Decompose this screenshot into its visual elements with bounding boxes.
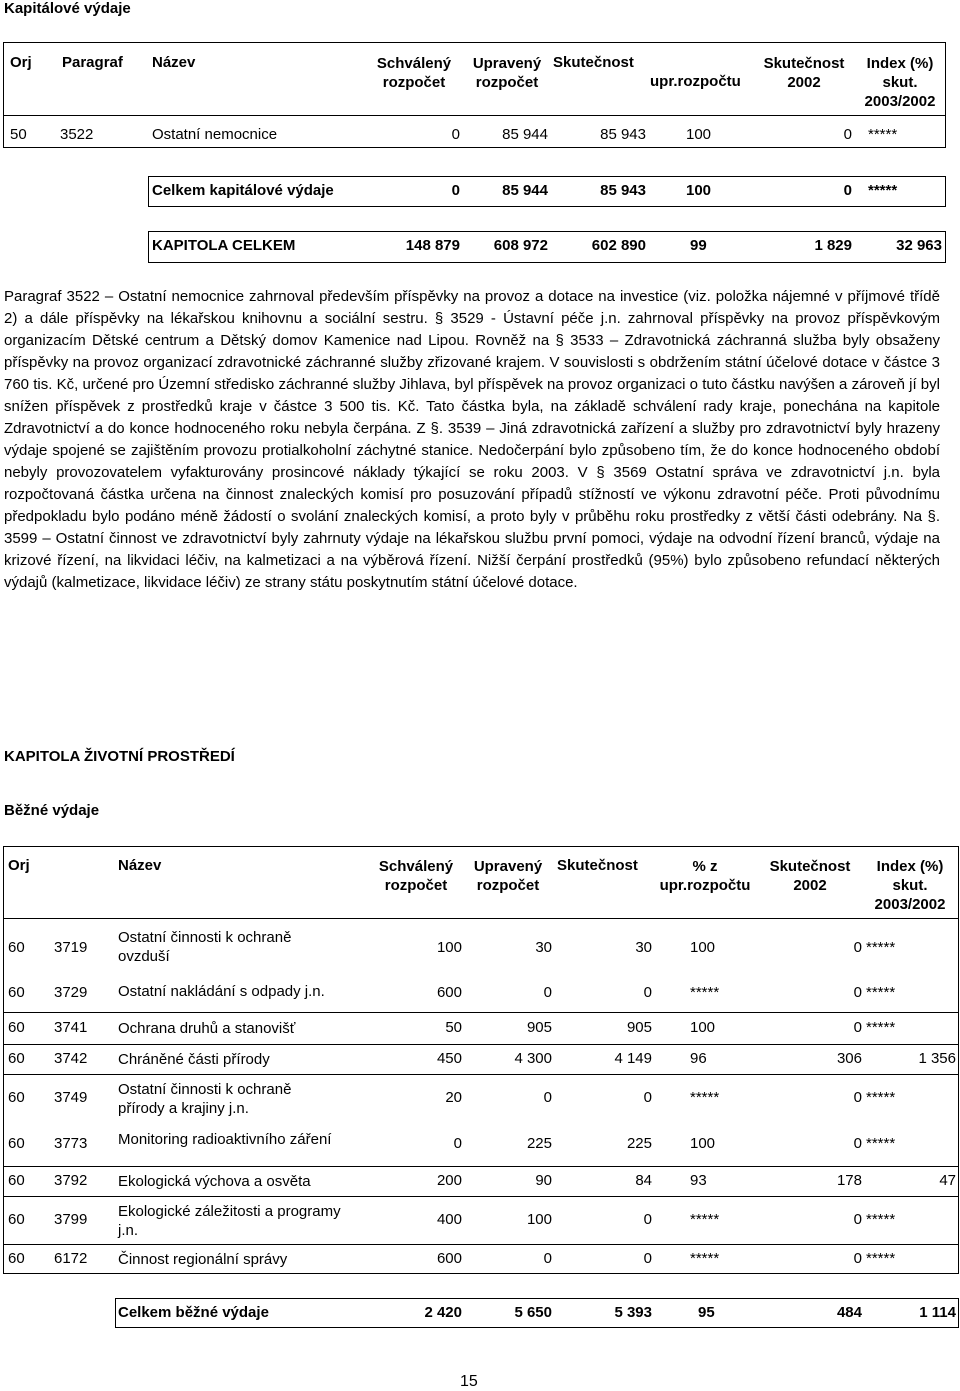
env-row-pct: 96 bbox=[690, 1050, 707, 1067]
cap-row-pct: 100 bbox=[686, 126, 712, 143]
env-row-pct: 100 bbox=[690, 1135, 716, 1152]
env-row-nazev bbox=[118, 1080, 291, 1118]
env-hdr-nazev: Název bbox=[118, 857, 162, 874]
env-row-line bbox=[3, 1012, 959, 1013]
cap-row-nazev: Ostatní nemocnice bbox=[152, 126, 278, 143]
env-row-schv: 100 bbox=[436, 939, 462, 956]
env-subtitle: Běžné výdaje bbox=[4, 802, 100, 819]
cap-hdr-orj: Orj bbox=[10, 54, 32, 71]
env-row-schv: 200 bbox=[436, 1172, 462, 1189]
env-total-top-line bbox=[115, 1298, 958, 1299]
env-title: KAPITOLA ŽIVOTNÍ PROSTŘEDÍ bbox=[4, 748, 235, 765]
cap-row-skut: 85 943 bbox=[600, 126, 646, 143]
env-total-pct: 95 bbox=[698, 1304, 715, 1321]
env-row-nazev-line: Chráněné části přírody bbox=[118, 1051, 270, 1068]
env-hdr-skut2002: Skutečnost 2002 bbox=[769, 858, 851, 894]
env-row-pct: ***** bbox=[690, 1250, 720, 1267]
env-row-par: 3792 bbox=[54, 1172, 88, 1189]
kap-total-s2002: 1 829 bbox=[814, 237, 852, 254]
env-row-par: 6172 bbox=[54, 1250, 88, 1267]
env-row-nazev-line: Činnost regionální správy bbox=[118, 1251, 288, 1268]
env-total-skut: 5 393 bbox=[614, 1304, 652, 1321]
cap-vline bbox=[945, 176, 946, 207]
env-row-orj: 60 bbox=[8, 1172, 25, 1189]
cap-row-par: 3522 bbox=[60, 126, 94, 143]
env-vline bbox=[115, 1298, 116, 1328]
env-row-s2002: 0 bbox=[853, 1250, 862, 1267]
env-row-skut: 0 bbox=[643, 1250, 652, 1267]
env-total-upr: 5 650 bbox=[514, 1304, 552, 1321]
env-row-skut: 84 bbox=[635, 1172, 652, 1189]
env-total-s2002: 484 bbox=[836, 1304, 862, 1321]
env-row-skut: 0 bbox=[643, 984, 652, 1001]
env-row-s2002: 0 bbox=[853, 1019, 862, 1036]
env-row-par: 3741 bbox=[54, 1019, 88, 1036]
env-row-nazev bbox=[118, 1050, 270, 1069]
cap-header-bottom-line bbox=[3, 115, 945, 116]
kap-total-pct: 99 bbox=[690, 237, 707, 254]
env-row-line bbox=[3, 1044, 959, 1045]
env-row-orj: 60 bbox=[8, 1250, 25, 1267]
env-row-orj: 60 bbox=[8, 1050, 25, 1067]
env-row-skut: 0 bbox=[643, 1089, 652, 1106]
env-vline bbox=[958, 1298, 959, 1328]
env-row-pct: 93 bbox=[690, 1172, 707, 1189]
env-row-nazev bbox=[118, 1172, 311, 1191]
env-row-schv: 600 bbox=[436, 984, 462, 1001]
env-row-par: 3742 bbox=[54, 1050, 88, 1067]
env-row-s2002: 0 bbox=[853, 1135, 862, 1152]
env-row-nazev-line: Ostatní nakládání s odpady j.n. bbox=[118, 983, 325, 1000]
env-row-nazev-line: Ekologická výchova a osvěta bbox=[118, 1173, 311, 1190]
env-row-nazev bbox=[118, 1202, 341, 1240]
env-row-nazev-line: Monitoring radioaktivního záření bbox=[118, 1131, 332, 1148]
env-row-nazev-line: Ostatní činnosti k ochraně bbox=[118, 1081, 292, 1098]
env-row-orj: 60 bbox=[8, 1089, 25, 1106]
env-row-pct: 100 bbox=[690, 1019, 716, 1036]
env-row-nazev bbox=[118, 1130, 331, 1149]
env-total-schv: 2 420 bbox=[424, 1304, 462, 1321]
kap-total-top-line bbox=[148, 231, 945, 232]
cap-vline bbox=[148, 176, 149, 207]
env-row-nazev bbox=[118, 982, 325, 1001]
cap-row-bottom-line bbox=[3, 147, 945, 148]
env-row-idx: 1 356 bbox=[918, 1050, 956, 1067]
cap-vline bbox=[3, 42, 4, 148]
env-row-idx: ***** bbox=[866, 939, 896, 956]
env-row-pct: ***** bbox=[690, 1211, 720, 1228]
kap-total-upr: 608 972 bbox=[493, 237, 548, 254]
env-row-upr: 90 bbox=[535, 1172, 552, 1189]
env-row-s2002: 0 bbox=[853, 984, 862, 1001]
env-row-orj: 60 bbox=[8, 1211, 25, 1228]
env-row-nazev-line: j.n. bbox=[118, 1222, 139, 1239]
env-row-orj: 60 bbox=[8, 1135, 25, 1152]
env-row-schv: 20 bbox=[445, 1089, 462, 1106]
kap-total-skut: 602 890 bbox=[591, 237, 646, 254]
env-row-schv: 450 bbox=[436, 1050, 462, 1067]
cap-total-top-line bbox=[148, 176, 945, 177]
env-row-s2002: 0 bbox=[853, 1211, 862, 1228]
env-row-upr: 0 bbox=[543, 1089, 552, 1106]
env-row-skut: 30 bbox=[635, 939, 652, 956]
env-row-nazev-line: přírody a krajiny j.n. bbox=[118, 1100, 249, 1117]
env-row-nazev bbox=[118, 928, 291, 966]
kap-total-idx: 32 963 bbox=[896, 237, 942, 254]
env-row-upr: 225 bbox=[526, 1135, 552, 1152]
env-hdr-upraveny: Upravený rozpočet bbox=[473, 858, 543, 894]
cap-hdr-schvaleny: Schválený rozpočet bbox=[376, 55, 452, 91]
env-row-upr: 100 bbox=[526, 1211, 552, 1228]
page-number: 15 bbox=[460, 1373, 478, 1390]
cap-total-skut: 85 943 bbox=[600, 182, 646, 199]
env-row-nazev-line: Ochrana druhů a stanovišť bbox=[118, 1020, 296, 1037]
env-row-s2002: 178 bbox=[836, 1172, 862, 1189]
env-row-nazev-line: Ekologické záležitosti a programy bbox=[118, 1203, 341, 1220]
env-row-idx: 47 bbox=[939, 1172, 956, 1189]
cap-total-schv: 0 bbox=[451, 182, 460, 199]
env-row-orj: 60 bbox=[8, 939, 25, 956]
cap-hdr-upraveny: Upravený rozpočet bbox=[472, 55, 542, 91]
env-total-idx: 1 114 bbox=[919, 1304, 956, 1321]
env-row-schv: 0 bbox=[453, 1135, 462, 1152]
cap-row-schv: 0 bbox=[451, 126, 460, 143]
env-row-line bbox=[3, 1166, 959, 1167]
env-row-skut: 0 bbox=[643, 1211, 652, 1228]
env-row-nazev bbox=[118, 1250, 287, 1269]
env-row-s2002: 0 bbox=[853, 1089, 862, 1106]
env-total-nazev: Celkem běžné výdaje bbox=[118, 1304, 269, 1321]
cap-total-pct: 100 bbox=[686, 182, 712, 199]
cap-title: Kapitálové výdaje bbox=[4, 0, 131, 17]
cap-total-upr: 85 944 bbox=[502, 182, 548, 199]
env-row-pct: ***** bbox=[690, 1089, 720, 1106]
env-row-par: 3749 bbox=[54, 1089, 88, 1106]
env-row-line bbox=[3, 1074, 959, 1075]
env-row-line bbox=[3, 1244, 959, 1245]
env-row-upr: 0 bbox=[543, 984, 552, 1001]
env-row-nazev bbox=[118, 1019, 295, 1038]
env-row-upr: 4 300 bbox=[514, 1050, 552, 1067]
env-total-bottom-line bbox=[115, 1327, 958, 1328]
env-row-upr: 30 bbox=[535, 939, 552, 956]
env-hdr-orj: Orj bbox=[8, 857, 30, 874]
env-row-upr: 0 bbox=[543, 1250, 552, 1267]
env-row-par: 3729 bbox=[54, 984, 88, 1001]
env-hdr-skutecnost: Skutečnost bbox=[557, 857, 638, 874]
cap-hdr-upr: upr.rozpočtu bbox=[650, 73, 741, 90]
env-row-schv: 400 bbox=[436, 1211, 462, 1228]
cap-row-idx: ***** bbox=[868, 126, 898, 143]
env-header-bottom-line bbox=[3, 918, 959, 919]
env-hdr-index: Index (%) skut. 2003/2002 bbox=[874, 858, 946, 913]
cap-header-top-line bbox=[3, 42, 945, 43]
cap-total-bottom-line bbox=[148, 206, 945, 207]
env-row-par: 3773 bbox=[54, 1135, 88, 1152]
env-row-schv: 600 bbox=[436, 1250, 462, 1267]
env-row-line bbox=[3, 1196, 959, 1197]
env-hdr-schvaleny: Schválený rozpočet bbox=[378, 858, 454, 894]
commentary-paragraph: Paragraf 3522 – Ostatní nemocnice zahrnoval především příspěvky na provoz a dotace na investice (viz. položka nájemné v příjmové třídě 2) a dále příspěvky na lékařskou knihovnu a sociální sestru. § 3529 - Ústavní péče j.n. zahrnoval příspěvky na provoz příspěvkovým organizacím Dětské centrum a Dětský domov Kamenice nad Lipou. Rovněž na § 3533 – Zdravotnická záchranná služba byly obsaženy příspěvky na provoz organizací zdravotnické záchranné služby zřizované krajem. V souvislosti s obdržením státní účelové dotace v částce 3 760 tis. Kč, určené pro Územní středisko záchranné služby Jihlava, byl příspěvek na provoz organizaci o tuto částku navýšen a zároveň jí byl snížen příspěvek z prostředků kraje v částce 3 500 tis. Kč. Tato částka byla, na základě schválení rady kraje, ponechána na kapitole Zdravotnictví a do konce hodnoceného roku nebyla čerpána. Z §. 3539 – Jiná zdravotnická zařízení a služby pro zdravotnictví byly hrazeny výdaje spojené se zajištěním provozu protialkoholní záchytné stanice. Nedočerpání bylo způsobeno tím, že do konce hodnoceného období nebyly provozovatelem vyfakturovány prosincové náklady týkající se roku 2003. V § 3569 Ostatní správa ve zdravotnictví j.n. byla rozpočtovaná částka určena na činnost znaleckých komisí pro posuzování případů stížností ve výkonu zdravotní péče. Proti původnímu předpokladu bylo podáno méně žádostí o svolání znaleckých komisí, a proto byly v průběhu roku prostředky z větší části odebrány. Na §. 3599 – Ostatní činnost ve zdravotnictví byly zahrnuty výdaje na lékařskou službu první pomoci, výdaje na odvodní řízení branců, výdaje na krizové řízení, na likvidaci léčiv, na kalmetizaci a na výběrová řízení. Nižší čerpání prostředků (95%) bylo způsobeno refundací některých výdajů (kalmetizace, likvidace léčiv) ze strany státu poskytnutím státní účelové dotace. bbox=[4, 288, 940, 591]
env-hdr-pct: % z upr.rozpočtu bbox=[659, 858, 751, 894]
cap-hdr-paragraf: Paragraf bbox=[62, 54, 123, 71]
cap-row-orj: 50 bbox=[10, 126, 27, 143]
env-row-s2002: 0 bbox=[853, 939, 862, 956]
cap-total-s2002: 0 bbox=[843, 182, 852, 199]
env-vline bbox=[3, 846, 4, 1273]
cap-hdr-index: Index (%) skut. 2003/2002 bbox=[864, 55, 936, 110]
env-row-skut: 225 bbox=[626, 1135, 652, 1152]
env-row-upr: 905 bbox=[526, 1019, 552, 1036]
env-row-idx: ***** bbox=[866, 1089, 896, 1106]
env-header-top-line bbox=[3, 846, 959, 847]
env-row-par: 3719 bbox=[54, 939, 88, 956]
kap-total-bottom-line bbox=[148, 262, 945, 263]
env-row-line bbox=[3, 1273, 959, 1274]
env-row-skut: 4 149 bbox=[614, 1050, 652, 1067]
env-row-idx: ***** bbox=[866, 1135, 896, 1152]
cap-row-s2002: 0 bbox=[843, 126, 852, 143]
kap-total-nazev: KAPITOLA CELKEM bbox=[152, 237, 296, 254]
env-row-idx: ***** bbox=[866, 1211, 896, 1228]
env-row-schv: 50 bbox=[445, 1019, 462, 1036]
env-row-skut: 905 bbox=[626, 1019, 652, 1036]
env-row-nazev-line: ovzduší bbox=[118, 948, 170, 965]
env-row-s2002: 306 bbox=[836, 1050, 862, 1067]
kap-total-schv: 148 879 bbox=[405, 237, 460, 254]
env-row-nazev-line: Ostatní činnosti k ochraně bbox=[118, 929, 292, 946]
env-row-idx: ***** bbox=[866, 1250, 896, 1267]
cap-vline bbox=[945, 231, 946, 263]
cap-row-upr: 85 944 bbox=[502, 126, 548, 143]
env-row-orj: 60 bbox=[8, 984, 25, 1001]
env-row-pct: 100 bbox=[690, 939, 716, 956]
env-row-idx: ***** bbox=[866, 984, 896, 1001]
cap-hdr-nazev: Název bbox=[152, 54, 196, 71]
cap-vline bbox=[148, 231, 149, 263]
env-row-orj: 60 bbox=[8, 1019, 25, 1036]
cap-hdr-skut2002: Skutečnost 2002 bbox=[763, 55, 845, 91]
env-row-pct: ***** bbox=[690, 984, 720, 1001]
cap-total-idx: ***** bbox=[868, 182, 898, 199]
cap-hdr-skutecnost: Skutečnost bbox=[553, 54, 634, 71]
env-row-par: 3799 bbox=[54, 1211, 88, 1228]
env-row-idx: ***** bbox=[866, 1019, 896, 1036]
cap-total-nazev: Celkem kapitálové výdaje bbox=[152, 182, 334, 199]
